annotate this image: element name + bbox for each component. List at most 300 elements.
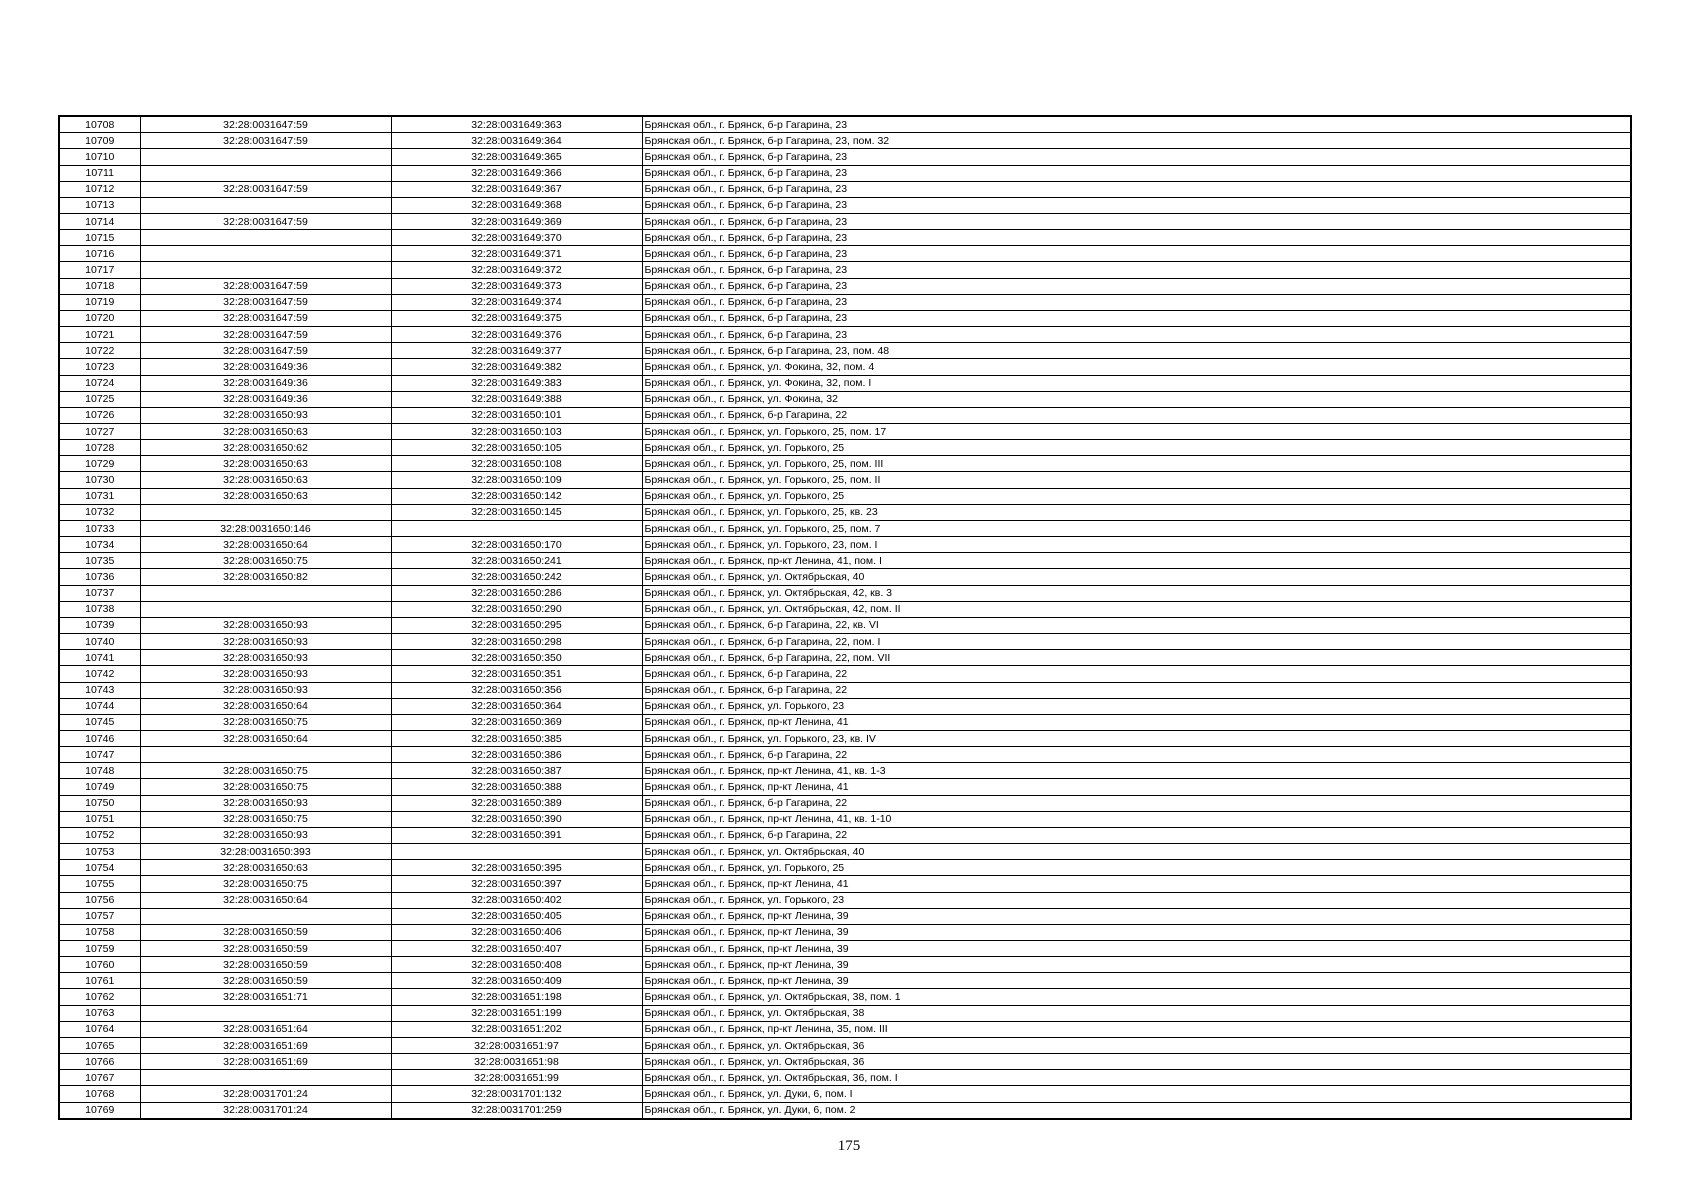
record-number-cell: 10734 — [59, 537, 140, 553]
cadastral-number-cell: 32:28:0031651:202 — [391, 1021, 642, 1037]
parent-cadastral-number-cell: 32:28:0031650:63 — [140, 860, 391, 876]
table-row — [59, 165, 1631, 181]
table-row — [59, 1102, 1631, 1119]
cadastral-number-cell: 32:28:0031650:397 — [391, 876, 642, 892]
parent-cadastral-number-cell: 32:28:0031650:146 — [140, 520, 391, 536]
record-number-cell: 10753 — [59, 844, 140, 860]
parent-cadastral-number-cell: 32:28:0031650:63 — [140, 424, 391, 440]
parent-cadastral-number-cell: 32:28:0031650:93 — [140, 795, 391, 811]
parent-cadastral-number-cell — [140, 230, 391, 246]
cadastral-number-cell: 32:28:0031650:390 — [391, 811, 642, 827]
address-cell: Брянская обл., г. Брянск, ул. Октябрьская, 40 — [642, 569, 1631, 585]
table-row — [59, 860, 1631, 876]
cadastral-number-cell: 32:28:0031650:386 — [391, 747, 642, 763]
parent-cadastral-number-cell — [140, 1070, 391, 1086]
record-number-cell: 10740 — [59, 634, 140, 650]
address-cell: Брянская обл., г. Брянск, пр-кт Ленина, 39 — [642, 957, 1631, 973]
record-number-cell: 10714 — [59, 213, 140, 229]
table-row — [59, 650, 1631, 666]
record-number-cell: 10766 — [59, 1054, 140, 1070]
table-row — [59, 553, 1631, 569]
table-row — [59, 844, 1631, 860]
address-cell: Брянская обл., г. Брянск, пр-кт Ленина, 41, кв. 1-3 — [642, 763, 1631, 779]
cadastral-number-cell: 32:28:0031650:109 — [391, 472, 642, 488]
cadastral-number-cell: 32:28:0031650:242 — [391, 569, 642, 585]
table-row — [59, 585, 1631, 601]
parent-cadastral-number-cell — [140, 908, 391, 924]
record-number-cell: 10748 — [59, 763, 140, 779]
cadastral-number-cell — [391, 520, 642, 536]
record-number-cell: 10743 — [59, 682, 140, 698]
cadastral-number-cell: 32:28:0031649:366 — [391, 165, 642, 181]
table-row — [59, 957, 1631, 973]
cadastral-number-cell: 32:28:0031649:365 — [391, 149, 642, 165]
parent-cadastral-number-cell: 32:28:0031650:93 — [140, 682, 391, 698]
address-cell: Брянская обл., г. Брянск, б-р Гагарина, 22 — [642, 666, 1631, 682]
cadastral-number-cell: 32:28:0031650:408 — [391, 957, 642, 973]
table-row — [59, 488, 1631, 504]
table-row — [59, 779, 1631, 795]
address-cell: Брянская обл., г. Брянск, б-р Гагарина, 23 — [642, 246, 1631, 262]
cadastral-number-cell: 32:28:0031649:367 — [391, 181, 642, 197]
record-number-cell: 10756 — [59, 892, 140, 908]
address-cell: Брянская обл., г. Брянск, б-р Гагарина, 23 — [642, 213, 1631, 229]
record-number-cell: 10739 — [59, 617, 140, 633]
address-cell: Брянская обл., г. Брянск, ул. Горького, 23, пом. I — [642, 537, 1631, 553]
parent-cadastral-number-cell: 32:28:0031647:59 — [140, 327, 391, 343]
parent-cadastral-number-cell — [140, 747, 391, 763]
parent-cadastral-number-cell: 32:28:0031650:63 — [140, 472, 391, 488]
table-row — [59, 375, 1631, 391]
record-number-cell: 10759 — [59, 941, 140, 957]
parent-cadastral-number-cell: 32:28:0031649:36 — [140, 391, 391, 407]
cadastral-number-cell: 32:28:0031649:375 — [391, 310, 642, 326]
address-cell: Брянская обл., г. Брянск, ул. Горького, 23, кв. IV — [642, 730, 1631, 746]
cadastral-number-cell: 32:28:0031650:391 — [391, 827, 642, 843]
table-row — [59, 811, 1631, 827]
cadastral-number-cell: 32:28:0031649:364 — [391, 133, 642, 149]
table-row — [59, 941, 1631, 957]
address-cell: Брянская обл., г. Брянск, ул. Фокина, 32, пом. I — [642, 375, 1631, 391]
parent-cadastral-number-cell: 32:28:0031650:59 — [140, 973, 391, 989]
address-cell: Брянская обл., г. Брянск, пр-кт Ленина, 39 — [642, 973, 1631, 989]
record-number-cell: 10720 — [59, 310, 140, 326]
address-cell: Брянская обл., г. Брянск, б-р Гагарина, 23 — [642, 197, 1631, 213]
table-row — [59, 682, 1631, 698]
cadastral-number-cell: 32:28:0031650:385 — [391, 730, 642, 746]
address-cell: Брянская обл., г. Брянск, ул. Горького, 23 — [642, 698, 1631, 714]
table-row — [59, 1054, 1631, 1070]
address-cell: Брянская обл., г. Брянск, пр-кт Ленина, 39 — [642, 924, 1631, 940]
cadastral-number-cell: 32:28:0031650:388 — [391, 779, 642, 795]
record-number-cell: 10765 — [59, 1037, 140, 1053]
record-number-cell: 10761 — [59, 973, 140, 989]
table-row — [59, 116, 1631, 133]
address-cell: Брянская обл., г. Брянск, б-р Гагарина, 23 — [642, 116, 1631, 133]
record-number-cell: 10769 — [59, 1102, 140, 1119]
cadastral-number-cell: 32:28:0031649:371 — [391, 246, 642, 262]
parent-cadastral-number-cell: 32:28:0031647:59 — [140, 181, 391, 197]
table-row — [59, 1086, 1631, 1102]
parent-cadastral-number-cell: 32:28:0031701:24 — [140, 1086, 391, 1102]
parent-cadastral-number-cell — [140, 585, 391, 601]
cadastral-number-cell: 32:28:0031651:99 — [391, 1070, 642, 1086]
cadastral-number-cell: 32:28:0031649:382 — [391, 359, 642, 375]
table-row — [59, 343, 1631, 359]
parent-cadastral-number-cell: 32:28:0031649:36 — [140, 375, 391, 391]
record-number-cell: 10750 — [59, 795, 140, 811]
address-cell: Брянская обл., г. Брянск, ул. Фокина, 32 — [642, 391, 1631, 407]
cadastral-number-cell: 32:28:0031651:98 — [391, 1054, 642, 1070]
cadastral-number-cell: 32:28:0031650:298 — [391, 634, 642, 650]
cadastral-number-cell: 32:28:0031649:376 — [391, 327, 642, 343]
parent-cadastral-number-cell: 32:28:0031650:59 — [140, 924, 391, 940]
parent-cadastral-number-cell: 32:28:0031650:93 — [140, 827, 391, 843]
cadastral-number-cell: 32:28:0031650:364 — [391, 698, 642, 714]
address-cell: Брянская обл., г. Брянск, ул. Горького, 25, пом. 7 — [642, 520, 1631, 536]
record-number-cell: 10718 — [59, 278, 140, 294]
record-number-cell: 10744 — [59, 698, 140, 714]
record-number-cell: 10725 — [59, 391, 140, 407]
parent-cadastral-number-cell: 32:28:0031647:59 — [140, 278, 391, 294]
cadastral-number-cell: 32:28:0031650:409 — [391, 973, 642, 989]
parent-cadastral-number-cell: 32:28:0031650:93 — [140, 617, 391, 633]
parent-cadastral-number-cell — [140, 246, 391, 262]
parent-cadastral-number-cell: 32:28:0031701:24 — [140, 1102, 391, 1119]
record-number-cell: 10719 — [59, 294, 140, 310]
parent-cadastral-number-cell — [140, 601, 391, 617]
address-cell: Брянская обл., г. Брянск, б-р Гагарина, 22 — [642, 795, 1631, 811]
cadastral-number-cell: 32:28:0031649:372 — [391, 262, 642, 278]
record-number-cell: 10709 — [59, 133, 140, 149]
parent-cadastral-number-cell: 32:28:0031650:75 — [140, 714, 391, 730]
record-number-cell: 10733 — [59, 520, 140, 536]
cadastral-number-cell: 32:28:0031649:374 — [391, 294, 642, 310]
record-number-cell: 10727 — [59, 424, 140, 440]
parent-cadastral-number-cell: 32:28:0031651:69 — [140, 1037, 391, 1053]
table-row — [59, 456, 1631, 472]
table-row — [59, 892, 1631, 908]
address-cell: Брянская обл., г. Брянск, пр-кт Ленина, 39 — [642, 908, 1631, 924]
address-cell: Брянская обл., г. Брянск, ул. Октябрьская, 42, пом. II — [642, 601, 1631, 617]
address-cell: Брянская обл., г. Брянск, б-р Гагарина, 22, кв. VI — [642, 617, 1631, 633]
table-row — [59, 327, 1631, 343]
record-number-cell: 10747 — [59, 747, 140, 763]
table-row — [59, 827, 1631, 843]
parent-cadastral-number-cell: 32:28:0031650:75 — [140, 779, 391, 795]
record-number-cell: 10715 — [59, 230, 140, 246]
address-cell: Брянская обл., г. Брянск, ул. Дуки, 6, пом. I — [642, 1086, 1631, 1102]
table-row — [59, 230, 1631, 246]
cadastral-number-cell: 32:28:0031650:395 — [391, 860, 642, 876]
record-number-cell: 10755 — [59, 876, 140, 892]
table-row — [59, 133, 1631, 149]
record-number-cell: 10736 — [59, 569, 140, 585]
parent-cadastral-number-cell: 32:28:0031650:75 — [140, 811, 391, 827]
parent-cadastral-number-cell: 32:28:0031650:62 — [140, 440, 391, 456]
table-row — [59, 714, 1631, 730]
parent-cadastral-number-cell: 32:28:0031650:64 — [140, 698, 391, 714]
address-cell: Брянская обл., г. Брянск, б-р Гагарина, 22 — [642, 827, 1631, 843]
record-number-cell: 10737 — [59, 585, 140, 601]
address-cell: Брянская обл., г. Брянск, ул. Горького, 25, пом. II — [642, 472, 1631, 488]
parent-cadastral-number-cell: 32:28:0031647:59 — [140, 116, 391, 133]
parent-cadastral-number-cell — [140, 197, 391, 213]
address-cell: Брянская обл., г. Брянск, б-р Гагарина, 23 — [642, 262, 1631, 278]
address-cell: Брянская обл., г. Брянск, б-р Гагарина, 23 — [642, 230, 1631, 246]
table-row — [59, 601, 1631, 617]
address-cell: Брянская обл., г. Брянск, б-р Гагарина, 22 — [642, 682, 1631, 698]
parent-cadastral-number-cell: 32:28:0031650:75 — [140, 876, 391, 892]
parent-cadastral-number-cell: 32:28:0031650:93 — [140, 666, 391, 682]
parent-cadastral-number-cell: 32:28:0031650:63 — [140, 456, 391, 472]
address-cell: Брянская обл., г. Брянск, пр-кт Ленина, 41, пом. I — [642, 553, 1631, 569]
table-row — [59, 1021, 1631, 1037]
address-cell: Брянская обл., г. Брянск, б-р Гагарина, 23 — [642, 165, 1631, 181]
cadastral-number-cell: 32:28:0031649:369 — [391, 213, 642, 229]
parent-cadastral-number-cell: 32:28:0031647:59 — [140, 310, 391, 326]
address-cell: Брянская обл., г. Брянск, б-р Гагарина, 23, пом. 32 — [642, 133, 1631, 149]
address-cell: Брянская обл., г. Брянск, б-р Гагарина, 23, пом. 48 — [642, 343, 1631, 359]
address-cell: Брянская обл., г. Брянск, пр-кт Ленина, 35, пом. III — [642, 1021, 1631, 1037]
table-row — [59, 1070, 1631, 1086]
table-row — [59, 973, 1631, 989]
table-row — [59, 278, 1631, 294]
table-row — [59, 181, 1631, 197]
record-number-cell: 10767 — [59, 1070, 140, 1086]
record-number-cell: 10735 — [59, 553, 140, 569]
cadastral-number-cell: 32:28:0031650:356 — [391, 682, 642, 698]
record-number-cell: 10762 — [59, 989, 140, 1005]
parent-cadastral-number-cell: 32:28:0031647:59 — [140, 213, 391, 229]
record-number-cell: 10763 — [59, 1005, 140, 1021]
parent-cadastral-number-cell: 32:28:0031650:63 — [140, 488, 391, 504]
cadastral-number-cell: 32:28:0031650:351 — [391, 666, 642, 682]
table-row — [59, 666, 1631, 682]
parent-cadastral-number-cell: 32:28:0031650:64 — [140, 537, 391, 553]
record-number-cell: 10708 — [59, 116, 140, 133]
address-cell: Брянская обл., г. Брянск, ул. Октябрьская, 38 — [642, 1005, 1631, 1021]
address-cell: Брянская обл., г. Брянск, пр-кт Ленина, 41 — [642, 714, 1631, 730]
table-row — [59, 747, 1631, 763]
table-row — [59, 424, 1631, 440]
record-number-cell: 10721 — [59, 327, 140, 343]
cadastral-number-cell: 32:28:0031701:259 — [391, 1102, 642, 1119]
table-row — [59, 391, 1631, 407]
address-cell: Брянская обл., г. Брянск, ул. Горького, 23 — [642, 892, 1631, 908]
table-row — [59, 440, 1631, 456]
address-cell: Брянская обл., г. Брянск, б-р Гагарина, 23 — [642, 278, 1631, 294]
table-row — [59, 569, 1631, 585]
address-cell: Брянская обл., г. Брянск, ул. Горького, 25 — [642, 860, 1631, 876]
parent-cadastral-number-cell: 32:28:0031651:69 — [140, 1054, 391, 1070]
parent-cadastral-number-cell: 32:28:0031649:36 — [140, 359, 391, 375]
cadastral-number-cell: 32:28:0031650:170 — [391, 537, 642, 553]
cadastral-number-cell: 32:28:0031650:369 — [391, 714, 642, 730]
cadastral-number-cell: 32:28:0031649:383 — [391, 375, 642, 391]
cadastral-number-cell: 32:28:0031650:406 — [391, 924, 642, 940]
address-cell: Брянская обл., г. Брянск, ул. Горького, 25 — [642, 440, 1631, 456]
address-cell: Брянская обл., г. Брянск, пр-кт Ленина, 41, кв. 1-10 — [642, 811, 1631, 827]
address-cell: Брянская обл., г. Брянск, ул. Дуки, 6, пом. 2 — [642, 1102, 1631, 1119]
table-row — [59, 407, 1631, 423]
parent-cadastral-number-cell: 32:28:0031651:64 — [140, 1021, 391, 1037]
table-row — [59, 504, 1631, 520]
cadastral-number-cell: 32:28:0031650:103 — [391, 424, 642, 440]
table-row — [59, 763, 1631, 779]
record-number-cell: 10716 — [59, 246, 140, 262]
address-cell: Брянская обл., г. Брянск, ул. Октябрьская, 36 — [642, 1054, 1631, 1070]
cadastral-number-cell: 32:28:0031650:142 — [391, 488, 642, 504]
address-cell: Брянская обл., г. Брянск, б-р Гагарина, 23 — [642, 181, 1631, 197]
cadastral-number-cell: 32:28:0031650:402 — [391, 892, 642, 908]
cadastral-number-cell: 32:28:0031650:105 — [391, 440, 642, 456]
parent-cadastral-number-cell — [140, 262, 391, 278]
cadastral-number-cell: 32:28:0031651:198 — [391, 989, 642, 1005]
table-row — [59, 908, 1631, 924]
parent-cadastral-number-cell: 32:28:0031647:59 — [140, 133, 391, 149]
record-number-cell: 10754 — [59, 860, 140, 876]
table-row — [59, 149, 1631, 165]
address-cell: Брянская обл., г. Брянск, б-р Гагарина, 23 — [642, 327, 1631, 343]
record-number-cell: 10745 — [59, 714, 140, 730]
record-number-cell: 10738 — [59, 601, 140, 617]
address-cell: Брянская обл., г. Брянск, ул. Фокина, 32, пом. 4 — [642, 359, 1631, 375]
parent-cadastral-number-cell: 32:28:0031650:59 — [140, 957, 391, 973]
table-row — [59, 730, 1631, 746]
address-cell: Брянская обл., г. Брянск, ул. Горького, 25, пом. III — [642, 456, 1631, 472]
cadastral-number-cell: 32:28:0031651:97 — [391, 1037, 642, 1053]
table-row — [59, 520, 1631, 536]
record-number-cell: 10749 — [59, 779, 140, 795]
address-cell: Брянская обл., г. Брянск, б-р Гагарина, 23 — [642, 294, 1631, 310]
record-number-cell: 10742 — [59, 666, 140, 682]
record-number-cell: 10764 — [59, 1021, 140, 1037]
cadastral-number-cell: 32:28:0031650:241 — [391, 553, 642, 569]
table-row — [59, 795, 1631, 811]
cadastral-number-cell: 32:28:0031649:363 — [391, 116, 642, 133]
record-number-cell: 10746 — [59, 730, 140, 746]
record-number-cell: 10757 — [59, 908, 140, 924]
cadastral-number-cell: 32:28:0031650:407 — [391, 941, 642, 957]
parent-cadastral-number-cell — [140, 504, 391, 520]
parent-cadastral-number-cell — [140, 165, 391, 181]
record-number-cell: 10741 — [59, 650, 140, 666]
address-cell: Брянская обл., г. Брянск, б-р Гагарина, 23 — [642, 149, 1631, 165]
table-row — [59, 472, 1631, 488]
address-cell: Брянская обл., г. Брянск, б-р Гагарина, 22 — [642, 407, 1631, 423]
table-row — [59, 698, 1631, 714]
cadastral-number-cell: 32:28:0031650:101 — [391, 407, 642, 423]
cadastral-number-cell: 32:28:0031649:370 — [391, 230, 642, 246]
address-cell: Брянская обл., г. Брянск, пр-кт Ленина, 39 — [642, 941, 1631, 957]
parent-cadastral-number-cell: 32:28:0031650:93 — [140, 650, 391, 666]
table-row — [59, 924, 1631, 940]
record-number-cell: 10728 — [59, 440, 140, 456]
page-number: 175 — [837, 1138, 861, 1154]
parent-cadastral-number-cell: 32:28:0031650:75 — [140, 553, 391, 569]
record-number-cell: 10768 — [59, 1086, 140, 1102]
address-cell: Брянская обл., г. Брянск, ул. Октябрьская, 38, пом. 1 — [642, 989, 1631, 1005]
cadastral-number-cell: 32:28:0031650:350 — [391, 650, 642, 666]
address-cell: Брянская обл., г. Брянск, ул. Горького, 25, пом. 17 — [642, 424, 1631, 440]
address-cell: Брянская обл., г. Брянск, ул. Октябрьская, 40 — [642, 844, 1631, 860]
parent-cadastral-number-cell: 32:28:0031651:71 — [140, 989, 391, 1005]
address-cell: Брянская обл., г. Брянск, б-р Гагарина, 22 — [642, 747, 1631, 763]
cadastral-number-cell: 32:28:0031651:199 — [391, 1005, 642, 1021]
record-number-cell: 10722 — [59, 343, 140, 359]
table-row — [59, 262, 1631, 278]
table-row — [59, 876, 1631, 892]
table-row — [59, 197, 1631, 213]
record-number-cell: 10726 — [59, 407, 140, 423]
record-number-cell: 10729 — [59, 456, 140, 472]
cadastral-number-cell — [391, 844, 642, 860]
parent-cadastral-number-cell: 32:28:0031650:93 — [140, 407, 391, 423]
parent-cadastral-number-cell — [140, 1005, 391, 1021]
record-number-cell: 10758 — [59, 924, 140, 940]
parent-cadastral-number-cell: 32:28:0031650:64 — [140, 730, 391, 746]
parent-cadastral-number-cell: 32:28:0031650:75 — [140, 763, 391, 779]
cadastral-number-cell: 32:28:0031650:295 — [391, 617, 642, 633]
table-row — [59, 213, 1631, 229]
address-cell: Брянская обл., г. Брянск, ул. Горького, 25, кв. 23 — [642, 504, 1631, 520]
address-cell: Брянская обл., г. Брянск, б-р Гагарина, 23 — [642, 310, 1631, 326]
parent-cadastral-number-cell: 32:28:0031650:64 — [140, 892, 391, 908]
cadastral-number-cell: 32:28:0031650:290 — [391, 601, 642, 617]
table-row — [59, 537, 1631, 553]
record-number-cell: 10730 — [59, 472, 140, 488]
record-number-cell: 10732 — [59, 504, 140, 520]
table-row — [59, 634, 1631, 650]
parent-cadastral-number-cell: 32:28:0031650:82 — [140, 569, 391, 585]
record-number-cell: 10723 — [59, 359, 140, 375]
record-number-cell: 10751 — [59, 811, 140, 827]
parent-cadastral-number-cell — [140, 149, 391, 165]
record-number-cell: 10712 — [59, 181, 140, 197]
table-row — [59, 359, 1631, 375]
cadastral-number-cell: 32:28:0031650:145 — [391, 504, 642, 520]
address-cell: Брянская обл., г. Брянск, ул. Октябрьская, 36 — [642, 1037, 1631, 1053]
property-registry-table — [58, 115, 1632, 1120]
address-cell: Брянская обл., г. Брянск, б-р Гагарина, 22, пом. VII — [642, 650, 1631, 666]
cadastral-number-cell: 32:28:0031650:286 — [391, 585, 642, 601]
cadastral-number-cell: 32:28:0031650:405 — [391, 908, 642, 924]
cadastral-number-cell: 32:28:0031650:108 — [391, 456, 642, 472]
cadastral-number-cell: 32:28:0031650:389 — [391, 795, 642, 811]
address-cell: Брянская обл., г. Брянск, ул. Октябрьская, 42, кв. 3 — [642, 585, 1631, 601]
table-row — [59, 1037, 1631, 1053]
address-cell: Брянская обл., г. Брянск, ул. Октябрьская, 36, пом. I — [642, 1070, 1631, 1086]
table-row — [59, 1005, 1631, 1021]
parent-cadastral-number-cell: 32:28:0031647:59 — [140, 343, 391, 359]
table-row — [59, 294, 1631, 310]
cadastral-number-cell: 32:28:0031649:368 — [391, 197, 642, 213]
table-row — [59, 246, 1631, 262]
table-row — [59, 989, 1631, 1005]
cadastral-number-cell: 32:28:0031701:132 — [391, 1086, 642, 1102]
address-cell: Брянская обл., г. Брянск, пр-кт Ленина, 41 — [642, 876, 1631, 892]
cadastral-number-cell: 32:28:0031649:373 — [391, 278, 642, 294]
address-cell: Брянская обл., г. Брянск, ул. Горького, 25 — [642, 488, 1631, 504]
cadastral-number-cell: 32:28:0031650:387 — [391, 763, 642, 779]
parent-cadastral-number-cell: 32:28:0031650:393 — [140, 844, 391, 860]
table-row — [59, 310, 1631, 326]
record-number-cell: 10717 — [59, 262, 140, 278]
record-number-cell: 10713 — [59, 197, 140, 213]
parent-cadastral-number-cell: 32:28:0031650:59 — [140, 941, 391, 957]
address-cell: Брянская обл., г. Брянск, б-р Гагарина, 22, пом. I — [642, 634, 1631, 650]
